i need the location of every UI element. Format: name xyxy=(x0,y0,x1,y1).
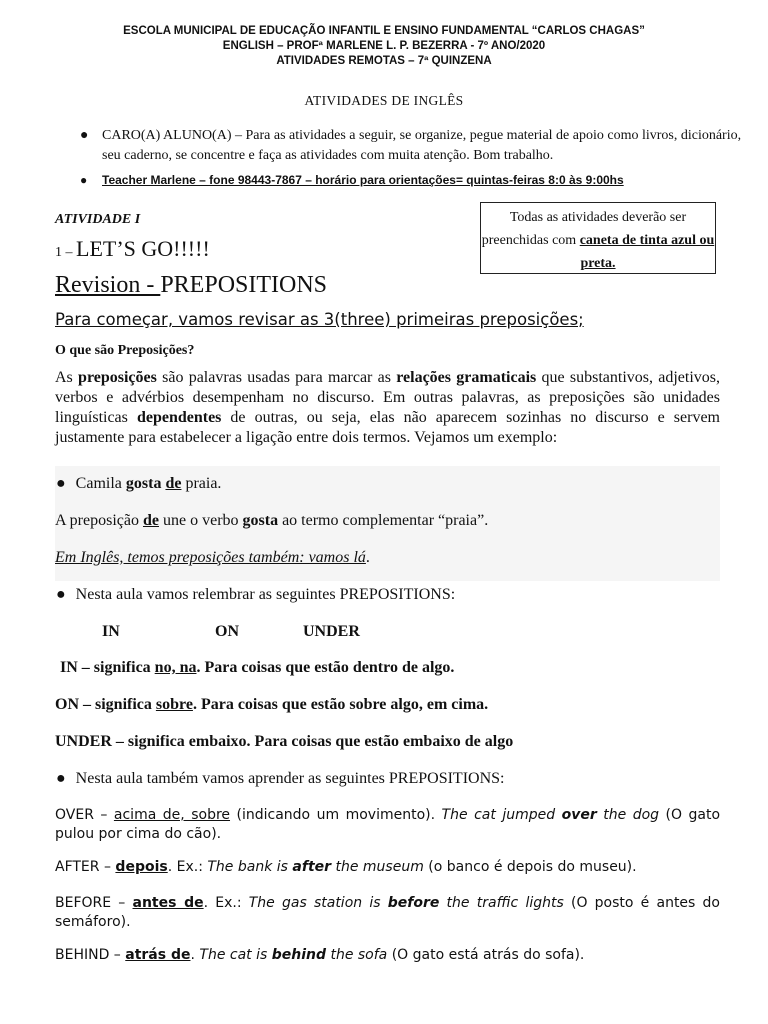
under-definition: UNDER – significa embaixo. Para coisas que estão embaixo de algo xyxy=(55,733,514,750)
english-note xyxy=(55,549,370,567)
on-definition xyxy=(55,696,488,714)
text-run-bold: dependentes xyxy=(136,409,222,426)
prep-in: IN xyxy=(102,623,120,640)
text-run: une o verbo xyxy=(158,512,243,529)
text-run-italic: The bank is xyxy=(207,859,293,875)
prep-on: ON xyxy=(215,623,239,640)
bullet-instructions xyxy=(80,126,752,166)
text-run-italic: The gas station is xyxy=(248,895,388,911)
bullet-text: CARO(A) ALUNO(A) – Para as atividades a seguir, se organize, pegue material de apoio como livros, dicionário, seu caderno, se concentre e faça as atividades com muita atenção. Bom trabalho. xyxy=(102,128,742,163)
definition-paragraph xyxy=(55,368,720,448)
notice-emphasis: caneta de tinta azul ou preta. xyxy=(579,233,715,271)
text-run: BEFORE – xyxy=(55,895,133,911)
text-run: AFTER – xyxy=(55,859,116,875)
review-intro xyxy=(56,586,456,604)
text-run-italic: the museum xyxy=(331,859,424,875)
text-run-bold: before xyxy=(387,895,440,911)
text-run: (indicando um movimento). xyxy=(230,807,442,823)
text-run-bold: over xyxy=(561,807,597,823)
text-run: são palavras usadas para marcar as xyxy=(156,369,397,386)
text-run: ON – significa xyxy=(55,696,156,713)
bullet-icon: ● xyxy=(80,128,89,143)
activity-number: 1 – xyxy=(55,245,76,260)
text-run-bold: behind xyxy=(271,947,327,963)
text-run-italic: The cat is xyxy=(199,947,272,963)
text-run: IN – significa xyxy=(60,659,155,676)
notice-text: Todas as atividades deverão ser preenchidas com xyxy=(481,210,687,248)
text-run: de outras, ou seja, elas não aparecem sozinhas no discurso e servem justamente para estabelecer a ligação entre dois termos. Vejamos um exemplo: xyxy=(55,409,720,446)
text-run: atrás de xyxy=(125,947,191,963)
text-run: Nesta aula também vamos aprender as seguintes PREPOSITIONS: xyxy=(75,770,505,787)
text-run-italic: the dog xyxy=(596,807,660,823)
text-run: OVER – xyxy=(55,807,114,823)
teacher-line: ENGLISH – PROFª MARLENE L. P. BEZERRA - 7º ANO/2020 xyxy=(222,40,546,52)
lets-go-text: LET’S GO!!!!! xyxy=(76,236,210,261)
bullet-icon: ● xyxy=(56,475,66,492)
text-run: no, na xyxy=(154,659,197,676)
text-run: . xyxy=(365,549,370,566)
text-run: . xyxy=(190,947,200,963)
text-run-italic: the sofa xyxy=(326,947,388,963)
intro-line: Para começar, vamos revisar as 3(three) primeiras preposições; xyxy=(55,310,584,329)
behind-definition xyxy=(55,946,720,965)
bullet-contact xyxy=(80,170,752,190)
text-run-bold: gosta xyxy=(242,512,279,529)
notice-box xyxy=(480,202,716,274)
text-run: que substantivos, adjetivos, verbos e advérbios desempenham no discurso. Em outras palavras, as preposições são unidades linguísticas xyxy=(55,369,721,426)
after-definition xyxy=(55,858,720,877)
text-run: Nesta aula vamos relembrar as seguintes PREPOSITIONS: xyxy=(75,586,456,603)
text-run: acima de, sobre xyxy=(113,807,231,823)
text-run: (O gato pulou por cima do cão). xyxy=(55,807,721,842)
text-run-bold: gosta xyxy=(125,475,166,492)
text-run: As xyxy=(55,369,79,386)
text-run-italic: The cat jumped xyxy=(441,807,562,823)
text-run-bold: preposições xyxy=(78,369,157,386)
revision-label: Revision - xyxy=(55,272,161,298)
bullet-icon: ● xyxy=(56,586,66,603)
text-run: depois xyxy=(115,859,168,875)
example-camila xyxy=(56,475,222,493)
bullet-text: Teacher Marlene – fone 98443-7867 – horário para orientações= quintas-feiras 8:0 às 9:00hs xyxy=(102,173,624,187)
text-run: . Para coisas que estão sobre algo, em cima. xyxy=(192,696,489,713)
page-title: ATIVIDADES DE INGLÊS xyxy=(304,93,464,108)
text-run-bold: de xyxy=(165,475,182,492)
header xyxy=(0,24,768,69)
remote-line: ATIVIDADES REMOTAS – 7ª QUINZENA xyxy=(276,55,492,67)
text-run: (o banco é depois do museu). xyxy=(423,859,637,875)
revision-heading xyxy=(55,272,327,299)
text-run: antes de xyxy=(132,895,204,911)
bullet-icon: ● xyxy=(56,770,66,787)
text-run: BEHIND – xyxy=(55,947,126,963)
text-run: (O posto é antes do semáforo). xyxy=(55,895,720,930)
text-run: sobre xyxy=(155,696,193,713)
text-run: ao termo complementar “praia”. xyxy=(278,512,489,529)
before-definition xyxy=(55,894,720,932)
text-run-bold: after xyxy=(292,859,332,875)
text-run: Em Inglês, temos preposições também: vamos lá xyxy=(55,549,366,566)
over-definition xyxy=(55,806,720,844)
text-run-bold: relações gramaticais xyxy=(396,369,537,386)
text-run: . Ex.: xyxy=(167,859,208,875)
text-run-bold: de xyxy=(142,512,159,529)
lets-go-heading xyxy=(55,236,210,262)
prep-under: UNDER xyxy=(303,623,360,640)
in-definition xyxy=(60,659,454,677)
learn-intro xyxy=(56,770,505,788)
text-run: Camila xyxy=(75,475,126,492)
activity-label: ATIVIDADE I xyxy=(55,212,141,227)
text-run: praia. xyxy=(181,475,222,492)
text-run: . Para coisas que estão dentro de algo. xyxy=(196,659,455,676)
example-explanation xyxy=(55,512,488,530)
text-run: A preposição xyxy=(55,512,143,529)
question: O que são Preposições? xyxy=(55,343,195,358)
text-run-italic: the traffic lights xyxy=(439,895,564,911)
school-name: ESCOLA MUNICIPAL DE EDUCAÇÃO INFANTIL E ENSINO FUNDAMENTAL “CARLOS CHAGAS” xyxy=(123,25,645,37)
bullet-icon: ● xyxy=(80,173,88,187)
text-run: . Ex.: xyxy=(203,895,249,911)
prepositions-label: PREPOSITIONS xyxy=(160,272,328,298)
text-run: (O gato está atrás do sofa). xyxy=(387,947,585,963)
